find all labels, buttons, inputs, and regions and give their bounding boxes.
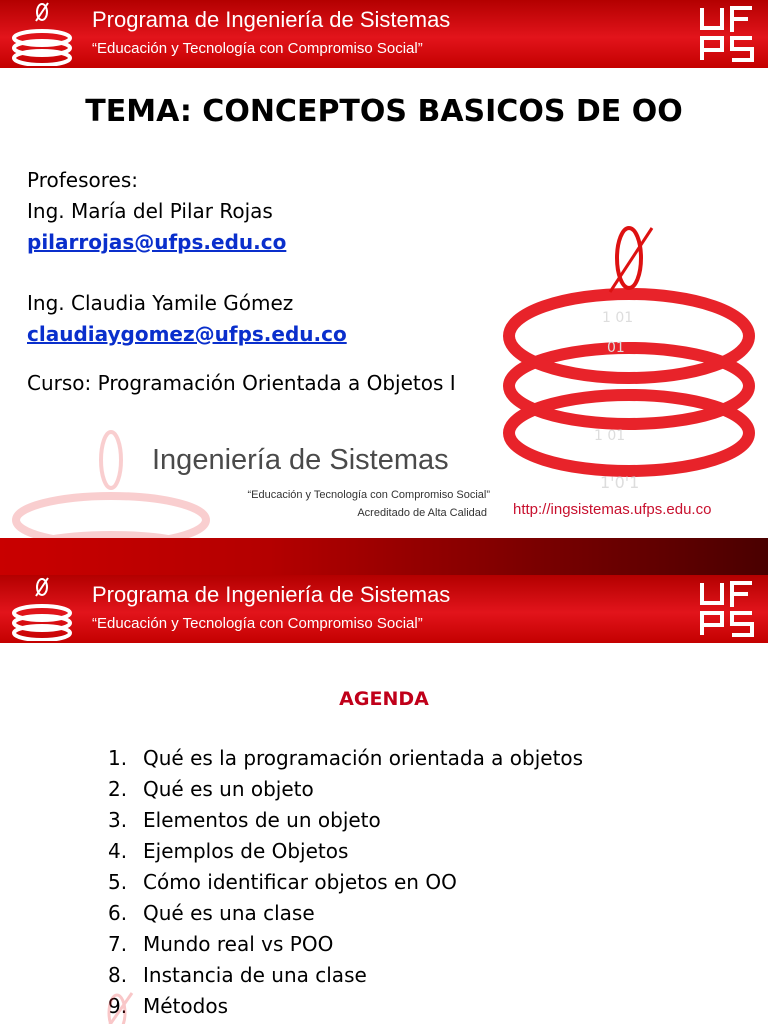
- agenda-item: [108, 898, 583, 929]
- agenda-item: [108, 960, 583, 991]
- agenda-item-text: Cómo identificar objetos en OO: [143, 870, 457, 894]
- agenda-list: [108, 743, 583, 1022]
- svg-text:01: 01: [607, 340, 625, 356]
- agenda-item-number: 6.: [108, 901, 128, 925]
- footer-band: [0, 538, 768, 575]
- agenda-title: AGENDA: [339, 688, 429, 710]
- disc-stack-logo-icon: [8, 2, 76, 66]
- professor-2-email-link[interactable]: claudiaygomez@ufps.edu.co: [27, 322, 347, 346]
- agenda-item-number: 9.: [108, 994, 128, 1018]
- agenda-item-number: 3.: [108, 808, 128, 832]
- professor-1-name: Ing. María del Pilar Rojas: [27, 199, 273, 223]
- agenda-item-text: Ejemplos de Objetos: [143, 839, 349, 863]
- agenda-item-number: 5.: [108, 870, 128, 894]
- header-subtitle: “Educación y Tecnología con Compromiso Social”: [92, 40, 423, 57]
- disc-stack-logo-icon: [8, 577, 76, 641]
- agenda-item: [108, 929, 583, 960]
- slide-header: [0, 0, 768, 68]
- slide-title-text: TEMA: CONCEPTOS BASICOS DE OO: [85, 94, 683, 129]
- agenda-item-text: Qué es la programación orientada a objetos: [143, 746, 584, 770]
- agenda-item-text: Qué es un objeto: [143, 777, 314, 801]
- brand-name: Ingeniería de Sistemas: [152, 444, 449, 476]
- agenda-item: [108, 743, 583, 774]
- agenda-item-text: Métodos: [143, 994, 228, 1018]
- ufps-logo-icon: [696, 579, 758, 639]
- agenda-item-number: 4.: [108, 839, 128, 863]
- svg-text:1'0'1: 1'0'1: [600, 473, 640, 492]
- agenda-item-number: 1.: [108, 746, 128, 770]
- agenda-item-text: Elementos de un objeto: [143, 808, 381, 832]
- brand-accreditation: Acreditado de Alta Calidad: [357, 507, 487, 519]
- agenda-item-text: Mundo real vs POO: [143, 932, 334, 956]
- agenda-item: [108, 805, 583, 836]
- agenda-item: [108, 867, 583, 898]
- agenda-item-number: 7.: [108, 932, 128, 956]
- professor-1-email-link[interactable]: pilarrojas@ufps.edu.co: [27, 230, 287, 254]
- disc-stack-illustration-icon: [502, 218, 756, 498]
- faded-disc-logo-icon: [82, 973, 152, 1024]
- brand-tagline: “Educación y Tecnología con Compromiso Social”: [247, 489, 490, 501]
- professor-2-name: Ing. Claudia Yamile Gómez: [27, 291, 294, 315]
- slide-agenda: [0, 575, 768, 1024]
- course-name: Curso: Programación Orientada a Objetos I: [27, 371, 456, 395]
- brand-url-link[interactable]: http://ingsistemas.ufps.edu.co: [513, 501, 712, 518]
- header-title: Programa de Ingeniería de Sistemas: [92, 7, 451, 32]
- agenda-item-text: Instancia de una clase: [143, 963, 367, 987]
- svg-text:1 01: 1 01: [594, 428, 626, 444]
- svg-text:1 01: 1 01: [602, 310, 634, 326]
- header-subtitle: “Educación y Tecnología con Compromiso Social”: [92, 615, 423, 632]
- agenda-item: [108, 836, 583, 867]
- agenda-item-text: Qué es una clase: [143, 901, 315, 925]
- agenda-item-number: 2.: [108, 777, 128, 801]
- professors-label: Profesores:: [27, 168, 138, 192]
- agenda-item: [108, 991, 583, 1022]
- agenda-item: [108, 774, 583, 805]
- header-title: Programa de Ingeniería de Sistemas: [92, 582, 451, 607]
- slide-header: [0, 575, 768, 643]
- agenda-item-number: 8.: [108, 963, 128, 987]
- ufps-logo-icon: [696, 4, 758, 64]
